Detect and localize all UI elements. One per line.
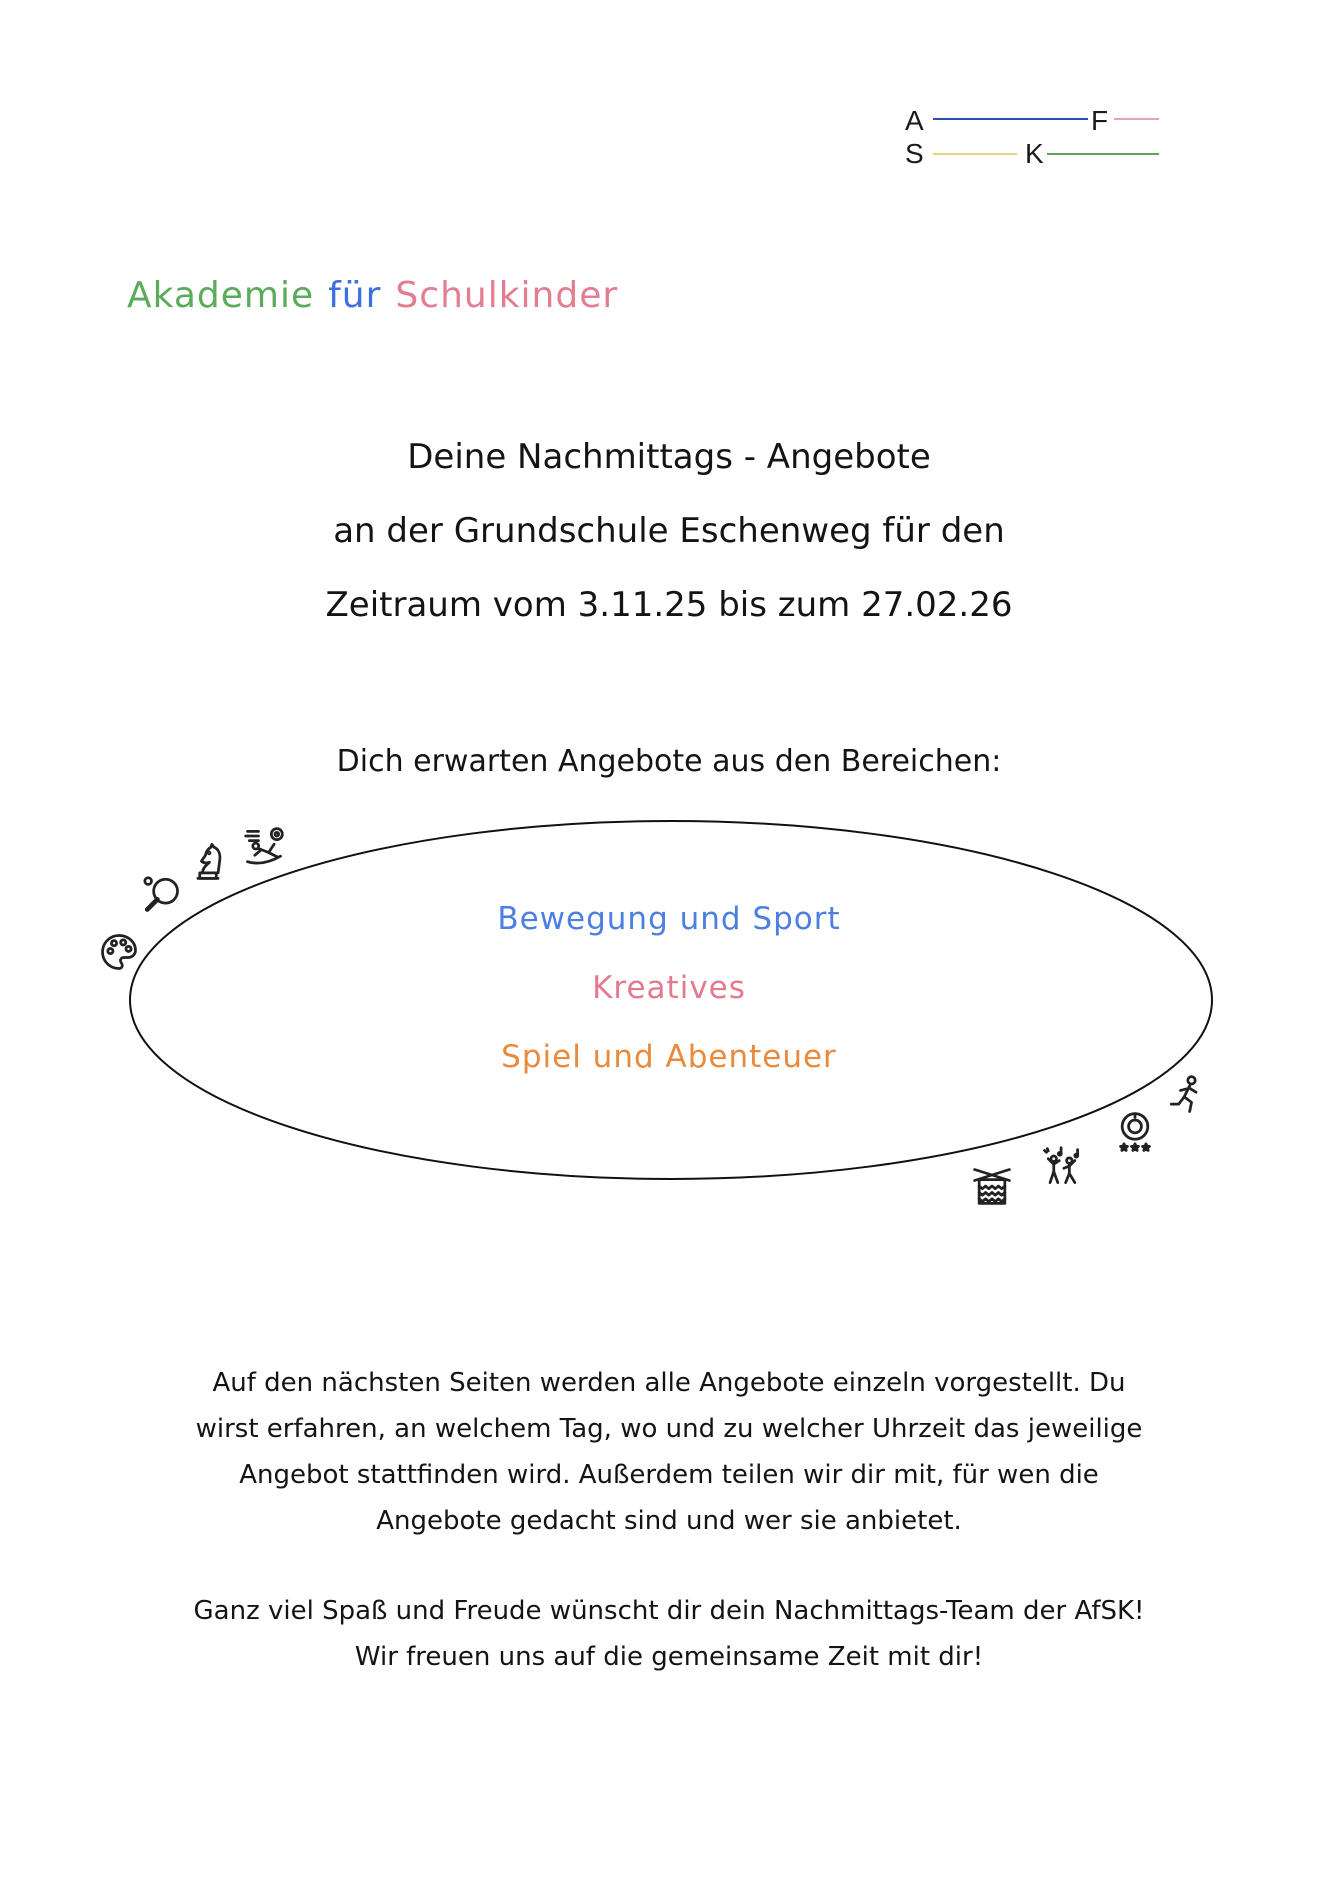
heading-line: Deine Nachmittags - Angebote xyxy=(407,437,931,477)
knitting-icon xyxy=(970,1164,1014,1208)
description-line: Angebot stattfinden wird. Außerdem teilen wir dir mit, für wen die xyxy=(239,1460,1099,1490)
closing-paragraph xyxy=(0,1588,1338,1680)
page-heading xyxy=(0,420,1338,642)
kick-ball-icon xyxy=(242,825,286,869)
logo-line-after-k xyxy=(1047,153,1159,155)
brand-name xyxy=(127,272,618,320)
runner-icon xyxy=(1164,1073,1208,1117)
description-line: Auf den nächsten Seiten werden alle Angebote einzeln vorgestellt. Du xyxy=(212,1368,1126,1398)
logo-letter-s: S xyxy=(905,138,924,169)
area-play-adventure: Spiel und Abenteuer xyxy=(501,1039,837,1075)
medal-stars-icon xyxy=(1113,1109,1157,1153)
description-paragraph xyxy=(0,1360,1338,1544)
palette-icon xyxy=(97,930,141,974)
logo-letter-a: A xyxy=(905,105,924,136)
closing-line: Ganz viel Spaß und Freude wünscht dir dein Nachmittags-Team der AfSK! xyxy=(193,1596,1145,1626)
area-creative: Kreatives xyxy=(592,970,746,1006)
heading-line: an der Grundschule Eschenweg für den xyxy=(333,511,1005,551)
intro-text xyxy=(0,742,1338,782)
heading-line: Zeitraum vom 3.11.25 bis zum 27.02.26 xyxy=(325,585,1013,625)
brand-word-schulkinder: Schulkinder xyxy=(395,275,619,316)
intro-line: Dich erwarten Angebote aus den Bereichen: xyxy=(336,744,1002,779)
brand-word-akademie: Akademie xyxy=(127,275,315,316)
dancers-icon xyxy=(1040,1145,1084,1189)
ping-pong-icon xyxy=(139,871,183,915)
offer-areas xyxy=(0,885,1338,1092)
logo-letter-f: F xyxy=(1091,105,1109,136)
logo-line-a-f xyxy=(933,118,1088,120)
area-movement-sport: Bewegung und Sport xyxy=(497,901,841,937)
logo-letter-k: K xyxy=(1025,138,1044,169)
description-line: Angebote gedacht sind und wer sie anbietet. xyxy=(376,1506,962,1536)
closing-line: Wir freuen uns auf die gemeinsame Zeit mit dir! xyxy=(354,1642,984,1672)
brand-word-fuer: für xyxy=(328,275,382,316)
logo-line-after-f xyxy=(1114,118,1159,120)
description-line: wirst erfahren, an welchem Tag, wo und zu welcher Uhrzeit das jeweilige xyxy=(195,1414,1143,1444)
logo-line-s-k xyxy=(933,153,1017,155)
chess-knight-icon xyxy=(186,839,230,883)
